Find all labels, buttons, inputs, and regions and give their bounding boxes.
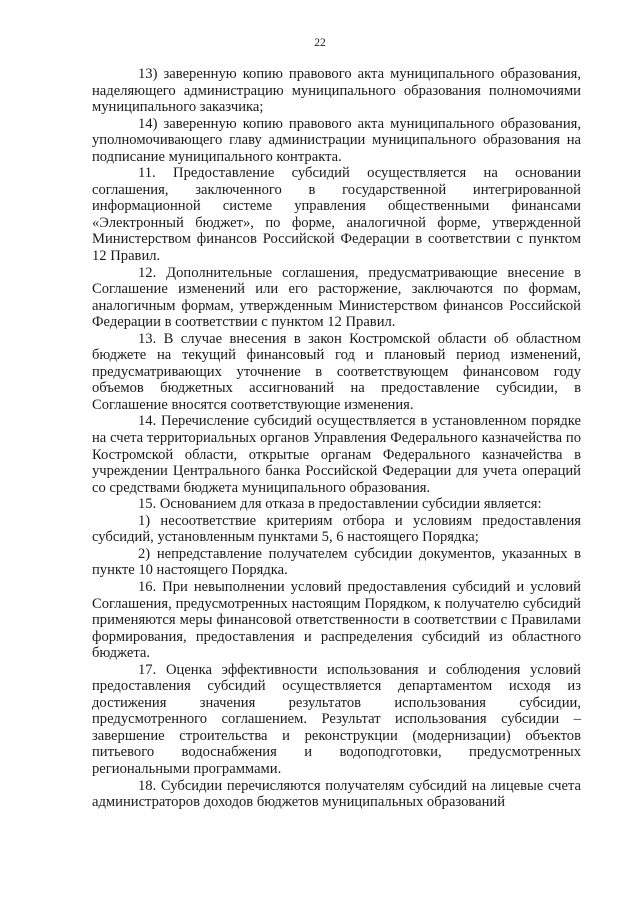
clause-15-subitem-1: 1) несоответствие критериям отбора и условиям предоставления субсидий, установленным пунктами 5, 6 настоящего Порядка; (92, 512, 581, 546)
clause-14: 14. Перечисление субсидий осуществляется в установленном порядке на счета территориальных органов Управления Федерального казначейства по Костромской области, открытые органам Федерального казначейства в учреждении Центрального банка Российской Федерации для учета операций со средствами бюджета муниципального образования. (92, 413, 581, 496)
document-body (92, 66, 581, 811)
clause-15-subitem-2: 2) непредставление получателем субсидии документов, указанных в пункте 10 настоящего Порядка. (92, 545, 581, 579)
clause-18: 18. Субсидии перечисляются получателям субсидий на лицевые счета администраторов доходов бюджетов муниципальных образований (92, 777, 581, 811)
subitem-13: 13) заверенную копию правового акта муниципального образования, наделяющего администрацию муниципального образования полномочиями муниципального заказчика; (92, 66, 581, 116)
clause-13: 13. В случае внесения в закон Костромской области об областном бюджете на текущий финансовый год и плановый период изменений, предусматривающих уточнение в соответствующем финансовом году объемов бюджетных ассигнований на предоставление субсидии, в Соглашение вносятся соответствующие изменения. (92, 330, 581, 413)
clause-15: 15. Основанием для отказа в предоставлении субсидии является: (138, 496, 542, 513)
clause-12: 12. Дополнительные соглашения, предусматривающие внесение в Соглашение изменений или его расторжение, заключаются по формам, аналогичным формам, утвержденным Министерством финансов Российской Федерации в соответствии с пунктом 12 Правил. (92, 264, 581, 331)
page-number: 22 (314, 37, 326, 49)
subitem-14: 14) заверенную копию правового акта муниципального образования, уполномочивающего главу администрации муниципального образования на подписание муниципального контракта. (92, 115, 581, 165)
clause-16: 16. При невыполнении условий предоставления субсидий и условий Соглашения, предусмотренных настоящим Порядком, к получателю субсидий применяются меры финансовой ответственности в соответствии с Правилами формирования, предоставления и распределения субсидий из областного бюджета. (92, 578, 581, 662)
clause-17: 17. Оценка эффективности использования и соблюдения условий предоставления субсидий осуществляется департаментом исходя из достижения значения результатов использования субсидии, предусмотренного соглашением. Результат использования субсидии – завершение строительства и реконструкции (модернизации) объектов питьевого водоснабжения и водоподготовки, предусмотренных региональными программами. (92, 661, 581, 777)
clause-11: 11. Предоставление субсидий осуществляется на основании соглашения, заключенного в государственной интегрированной информационной системе управления общественными финансами «Электронный бюджет», по форме, аналогичной форме, утвержденной Министерством финансов Российской Федерации в соответствии с пунктом 12 Правил. (92, 165, 581, 265)
